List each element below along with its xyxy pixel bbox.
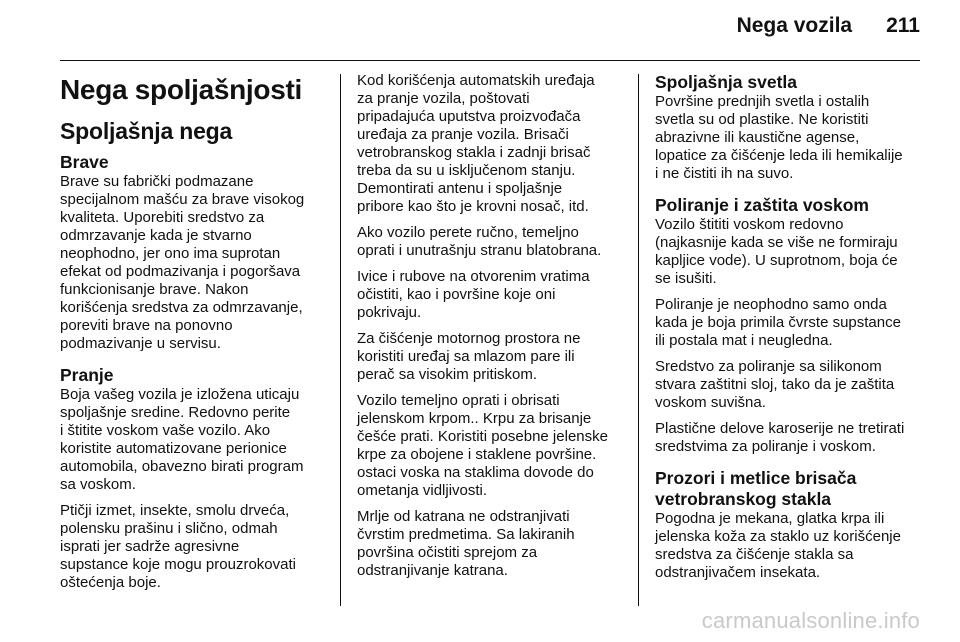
poliranje-paragraph-1: Vozilo štititi voskom redovno (najkasnije kada se više ne formiraju kapljice vode). U suprotnom, boja će se isušiti. — [655, 216, 898, 287]
poliranje-paragraph-4: Plastične delove karoserije ne tretirati sredstvima za poliranje i voskom. — [655, 420, 905, 455]
brave-heading: Brave — [60, 152, 109, 172]
section-title: Nega spoljašnjosti — [60, 74, 302, 105]
pranje-heading: Pranje — [60, 365, 114, 385]
column-divider-2 — [638, 74, 639, 606]
col2-paragraph-6: Mrlje od katrana ne odstranjivati čvrstim predmetima. Sa lakiranih površina očistiti sprejom za odstranjivanje katrana. — [357, 508, 575, 579]
column-1 — [60, 72, 330, 600]
poliranje-paragraph-2: Poliranje je neophodno samo onda kada je boja primila čvrste supstance ili postala mat i neugledna. — [655, 296, 901, 349]
brave-paragraph: Brave su fabrički podmazane specijalnom mašću za brave visokog kvaliteta. Uporebiti sredstvo za odmrzavanje kada je stvarno neophodno, jer ono ima suprotan efekat od podmazivanja i pogoršava funkcionisanje brave. Nakon korišćenja sredstva za odmrzavanje, poreviti brave na ponovno podmazivanje u servisu. — [60, 173, 305, 352]
prozori-paragraph: Pogodna je mekana, glatka krpa ili jelenska koža za staklo uz korišćenje sredstva za čišćenje stakla sa odstranjivačem insekata. — [655, 510, 901, 581]
pranje-paragraph-2: Ptičji izmet, insekte, smolu drveća, polensku prašinu i slično, odmah isprati jer sadrže agresivne supstance koje mogu prouzrokovati oštećenja boje. — [60, 502, 296, 591]
watermark-text: carmanualsonline.info — [701, 608, 920, 633]
section-subtitle: Spoljašnja nega — [60, 118, 233, 144]
prozori-heading: Prozori i metlice brisača vetrobranskog stakla — [655, 468, 857, 509]
poliranje-heading: Poliranje i zaštita voskom — [655, 195, 869, 215]
svetla-heading: Spoljašnja svetla — [655, 72, 798, 92]
col2-paragraph-5: Vozilo temeljno oprati i obrisati jelenskom krpom.. Krpu za brisanje češće prati. Koristiti posebne jelenske krpe za obojene i staklene površine. ostaci voska na staklima dovode do ometanja vidljivosti. — [357, 392, 608, 499]
svetla-paragraph: Površine prednjih svetla i ostalih svetla su od plastike. Ne koristiti abrazivne ili kaustične agense, lopatice za čišćenje leda ili hemikalije i ne čistiti ih na suvo. — [655, 93, 903, 182]
page-header — [737, 14, 920, 38]
poliranje-paragraph-3: Sredstvo za poliranje sa silikonom stvara zaštitni sloj, tako da je zaštita voskom suvišna. — [655, 358, 895, 411]
chapter-title: Nega vozila — [736, 14, 853, 37]
column-divider-1 — [340, 74, 341, 606]
page-number: 211 — [886, 14, 920, 37]
col2-paragraph-2: Ako vozilo perete ručno, temeljno oprati i unutrašnju stranu blatobrana. — [357, 224, 602, 259]
col2-paragraph-4: Za čišćenje motornog prostora ne koristiti uređaj sa mlazom pare ili perač sa visokim pritiskom. — [357, 330, 581, 383]
column-3 — [655, 72, 921, 590]
column-2 — [357, 72, 623, 588]
header-rule — [60, 60, 920, 61]
pranje-paragraph-1: Boja vašeg vozila je izložena uticaju spoljašnje sredine. Redovno perite i štitite voskom vaše vozilo. Ako koristite automatizovane perionice automobila, obavezno birati program sa voskom. — [60, 386, 304, 493]
col2-paragraph-3: Ivice i rubove na otvorenim vratima očistiti, kao i površine koje oni pokrivaju. — [357, 268, 590, 321]
col2-paragraph-1: Kod korišćenja automatskih uređaja za pranje vozila, poštovati pripadajuća uputstva proizvođača uređaja za pranje vozila. Brisači vetrobranskog stakla i zadnji brisač treba da su u isključenom stanju. Demontirati antenu i spoljašnje pribore kao što je krovni nosač, itd. — [357, 72, 595, 215]
